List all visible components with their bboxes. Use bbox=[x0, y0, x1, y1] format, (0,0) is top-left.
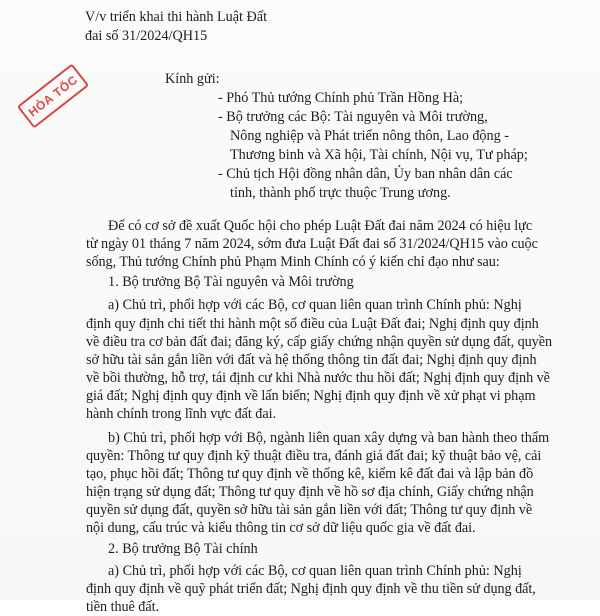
section-1a-line: a) Chủ trì, phối hợp với các Bộ, cơ quan liên quan trình Chính phủ: Nghị bbox=[108, 297, 522, 313]
section-1a-line: về bồi thường, hỗ trợ, tái định cư khi Nhà nước thu hồi đất; Nghị định quy định về bbox=[86, 370, 550, 386]
section-1b-line: quyền sử dụng đất, quyền sở hữu tài sản gắn liền với đất; Thông tư quy định về bbox=[86, 502, 533, 518]
recipient-line: - Bộ trưởng các Bộ: Tài nguyên và Môi trường, bbox=[218, 109, 488, 125]
section-1b-line: tạo, phục hồi đất; Thông tư quy định về thống kê, kiểm kê đất đai và lập bản đồ bbox=[86, 466, 534, 482]
section-2-heading: 2. Bộ trưởng Bộ Tài chính bbox=[108, 541, 258, 557]
section-1b-line: nội dung, cấu trúc và kiểu thông tin cơ sở dữ liệu quốc gia về đất đai. bbox=[86, 520, 476, 536]
section-1b-line: quyền: Thông tư quy định kỹ thuật điều tra, đánh giá đất đai; kỹ thuật bảo vệ, cải bbox=[86, 448, 542, 464]
section-2a-line: tiền thuê đất. bbox=[86, 599, 159, 615]
section-1b-line: b) Chủ trì, phối hợp với Bộ, ngành liên quan xây dựng và ban hành theo thẩm bbox=[108, 430, 550, 446]
recipient-line: tỉnh, thành phố trực thuộc Trung ương. bbox=[230, 185, 451, 201]
urgent-stamp: HỎA TỐC bbox=[17, 63, 89, 128]
recipient-line: - Phó Thủ tướng Chính phủ Trần Hồng Hà; bbox=[218, 90, 464, 106]
recipients-label: Kính gửi: bbox=[165, 71, 220, 87]
recipient-line: - Chủ tịch Hội đồng nhân dân, Ủy ban nhân dân các bbox=[218, 166, 513, 182]
recipient-line: Thương binh và Xã hội, Tài chính, Nội vụ, Tư pháp; bbox=[230, 147, 528, 163]
section-1a-line: về điều tra cơ bản đất đai; đăng ký, cấp giấy chứng nhận quyền sử dụng đất, quyền bbox=[86, 334, 553, 350]
section-1a-line: giá đất; Nghị định quy định về lấn biển; Nghị định quy định về xử phạt vi phạm bbox=[86, 388, 536, 404]
section-1a-line: hành chính trong lĩnh vực đất đai. bbox=[86, 406, 276, 422]
subject-line-2: đai số 31/2024/QH15 bbox=[85, 28, 208, 44]
section-2a-line: định quy định về quỹ phát triển đất; Nghị định quy định về thu tiền sử dụng đất, bbox=[86, 581, 536, 597]
intro-line: từ ngày 01 tháng 7 năm 2024, sớm đưa Luật Đất đai số 31/2024/QH15 vào cuộc bbox=[86, 236, 538, 252]
recipient-line: Nông nghiệp và Phát triển nông thôn, Lao động - bbox=[230, 128, 509, 144]
section-2a-line: a) Chủ trì, phối hợp với các Bộ, cơ quan liên quan trình Chính phủ: Nghị bbox=[108, 563, 522, 579]
intro-line: sống, Thủ tướng Chính phủ Phạm Minh Chính có ý kiến chỉ đạo như sau: bbox=[86, 254, 500, 270]
section-1a-line: định quy định chi tiết thi hành một số điều của Luật Đất đai; Nghị định quy định bbox=[86, 316, 539, 332]
section-1a-line: sở hữu tài sản gắn liền với đất và hệ thống thông tin đất đai; Nghị định quy định bbox=[86, 352, 537, 368]
subject-line-1: V/v triển khai thi hành Luật Đất bbox=[85, 9, 268, 25]
intro-line: Để có cơ sở đề xuất Quốc hội cho phép Luật Đất đai năm 2024 có hiệu lực bbox=[108, 218, 533, 234]
section-1b-line: hiện trạng sử dụng đất; Thông tư quy định về hồ sơ địa chính, Giấy chứng nhận bbox=[86, 484, 534, 500]
section-1-heading: 1. Bộ trưởng Bộ Tài nguyên và Môi trường bbox=[108, 274, 354, 290]
